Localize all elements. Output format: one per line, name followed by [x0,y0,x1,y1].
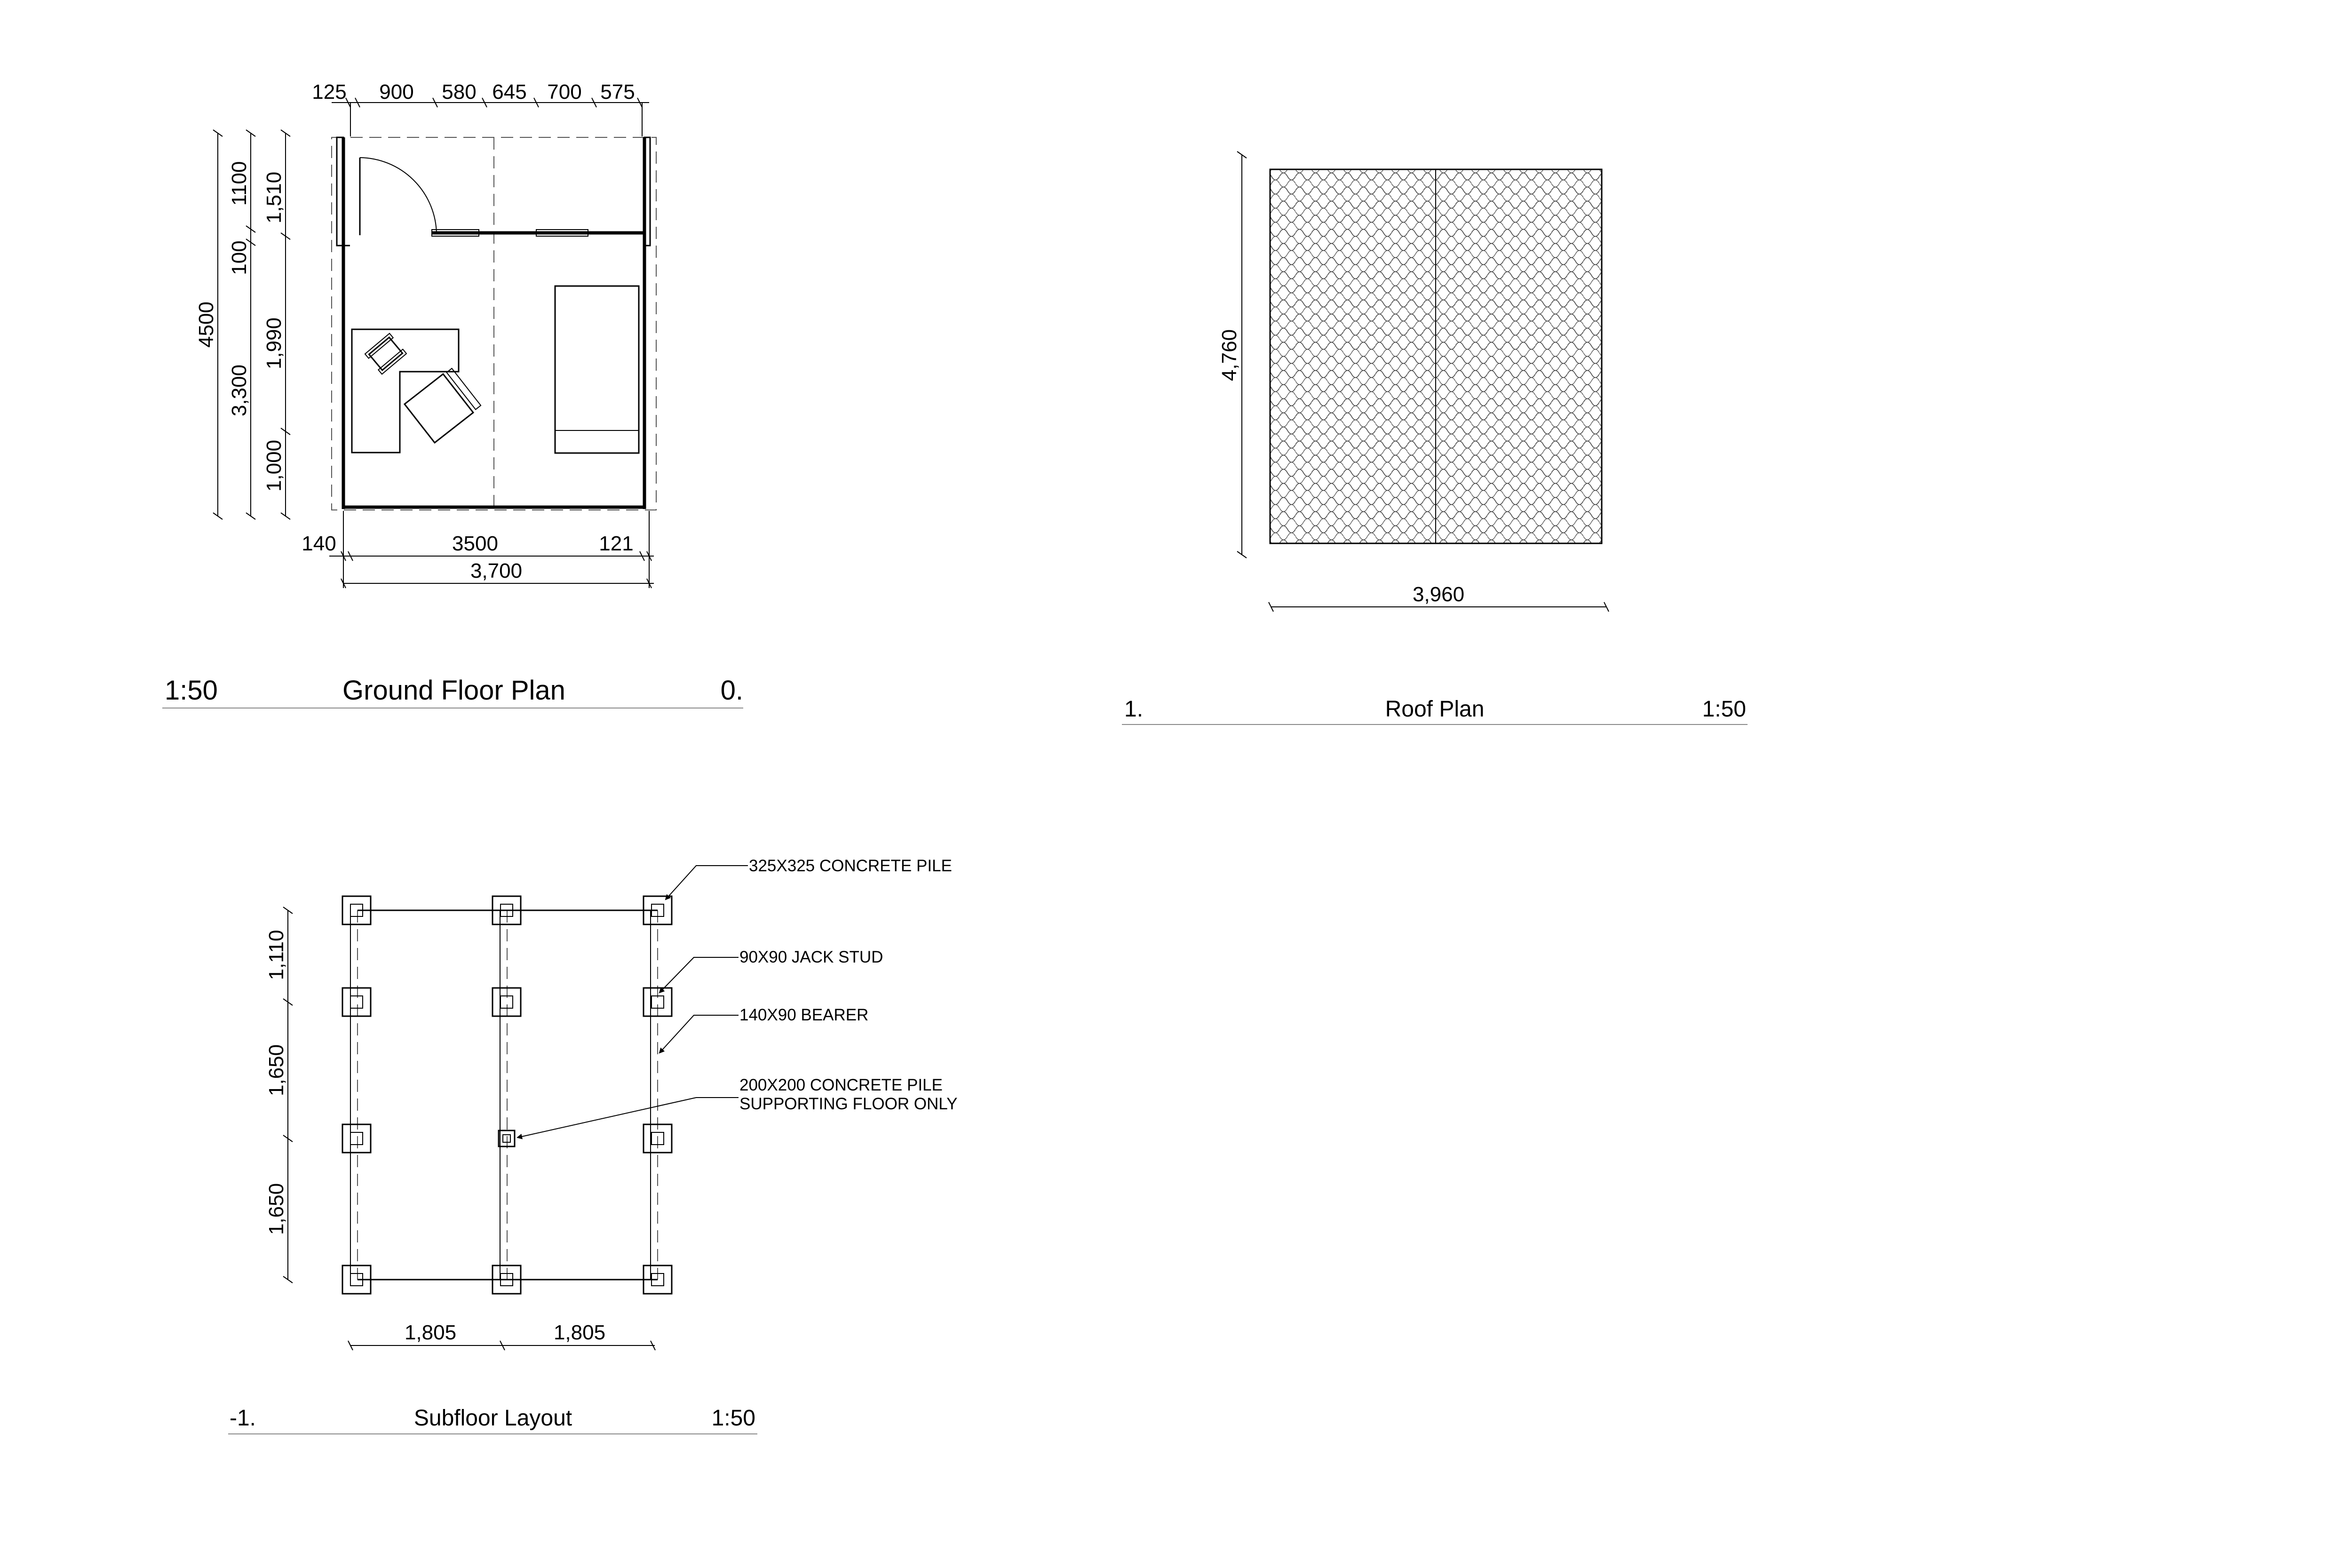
armchair [405,367,481,443]
roof-scale: 1:50 [1702,697,1746,722]
roof-number: 1. [1124,697,1144,722]
dim-left-overall: 4500 [195,302,218,348]
note-jack-stud: 90X90 JACK STUD [739,948,883,966]
dim-bottom-140: 140 [302,532,336,555]
office-chair [365,334,406,374]
dim-top-4: 645 [492,80,527,103]
ground-floor-title-block [162,675,743,708]
subfloor-dim-1805-b: 1,805 [553,1321,606,1344]
subfloor-dim-1650-b: 1,650 [265,1183,288,1235]
dimension-string-top [312,80,649,136]
subfloor-scale: 1:50 [711,1406,755,1431]
pile [342,1124,371,1153]
subfloor-title-block [228,1406,757,1434]
dim-left-100: 100 [228,240,251,275]
roof-dim-height: 4,760 [1218,329,1241,382]
ground-floor-scale: 1:50 [165,675,218,706]
pile [342,988,371,1016]
bearers [350,910,658,1280]
roof-dimension-width [1269,583,1609,612]
dim-top-3: 580 [442,80,477,103]
subfloor-dim-1110: 1,110 [265,930,288,980]
dim-bottom-3500: 3500 [452,532,498,555]
dim-left-1510: 1,510 [262,171,286,224]
dim-left-1990: 1,990 [262,317,286,370]
dim-top-5: 700 [547,80,582,103]
note-pile-325: 325X325 CONCRETE PILE [749,857,952,875]
l-shaped-desk [352,329,459,453]
ground-floor-plan [162,80,743,708]
subfloor-dimension-left [265,907,293,1283]
roof-title-block [1122,697,1748,724]
dim-top-2: 900 [379,80,414,103]
ground-floor-title: Ground Floor Plan [342,675,565,706]
dim-bottom-121: 121 [599,532,634,555]
dim-top-1: 125 [312,80,347,103]
dimension-string-bottom [302,511,654,588]
roof-dimension-height [1218,151,1247,558]
dim-overall-width: 3,700 [470,559,523,582]
subfloor-dim-1805-a: 1,805 [404,1321,457,1344]
roof-dim-width: 3,960 [1412,583,1465,606]
subfloor-dim-1650-a: 1,650 [265,1044,288,1097]
roof-plan [1122,151,1748,724]
dim-left-1000: 1,000 [262,439,286,492]
note-pile-200-line1: 200X200 CONCRETE PILE [739,1076,943,1094]
subfloor-title: Subfloor Layout [413,1406,572,1431]
subfloor-callouts [517,857,958,1138]
note-pile-200-line2: SUPPORTING FLOOR ONLY [739,1095,958,1113]
floor-plan-furniture [352,286,639,453]
subfloor-layout [228,857,958,1434]
dim-left-1100: 1100 [228,161,251,206]
floor-plan-walls [332,137,656,510]
dim-top-6: 575 [600,80,635,103]
note-bearer: 140X90 BEARER [739,1006,869,1024]
dim-left-3300: 3,300 [228,364,251,417]
subfloor-number: -1. [230,1406,256,1431]
bed [555,286,639,453]
ground-floor-number: 0. [720,675,743,706]
roof-title: Roof Plan [1385,697,1485,722]
dimension-string-left [195,130,290,519]
subfloor-dimension-bottom [348,1321,655,1350]
